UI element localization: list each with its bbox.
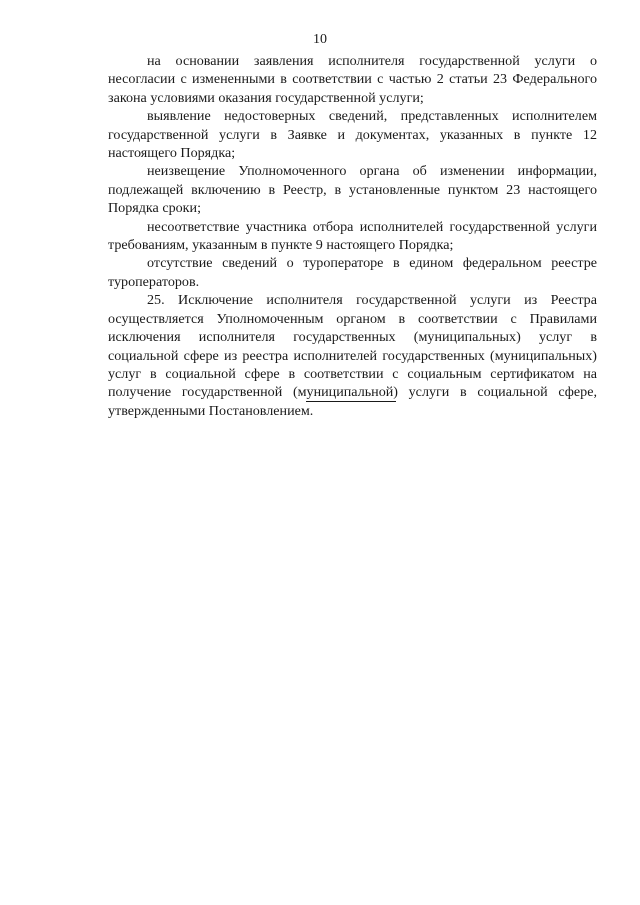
page-number: 10 [313, 32, 327, 47]
document-body [108, 52, 597, 420]
paragraph-non-notification: неизвещение Уполномоченного органа об изменении информации, подлежащей включению в Реестр, в установленные пунктом 23 настоящего Порядка сроки; [108, 163, 597, 217]
paragraph-non-compliance: несоответствие участника отбора исполнителей государственной услуги требованиям, указанным в пункте 9 настоящего Порядка; [108, 218, 597, 254]
end-of-text-divider [306, 401, 396, 402]
paragraph-tour-operator-registry: отсутствие сведений о туроператоре в едином федеральном реестре туроператоров. [108, 255, 597, 290]
paragraph-withdrawal-basis: на основании заявления исполнителя государственной услуги о несогласии с измененными в соответствии с частью 2 статьи 23 Федерального закона условиями оказания государственной услуги; [108, 53, 597, 106]
paragraph-25-exclusion: 25. Исключение исполнителя государственной услуги из Реестра осуществляется Уполномоченным органом в соответствии с Правилами исключения исполнителя государственных (муниципальных) услуг в социальной сфере из реестра исполнителей государственных (муниципальных) услуг в социальной сфере в соответствии с социальным сертификатом на получение государственной (муниципальной) услуги в социальной сфере, утвержденными Постановлением. [108, 292, 597, 419]
paragraph-false-information: выявление недостоверных сведений, представленных исполнителем государственной услуги в Заявке и документах, указанных в пункте 12 настоящего Порядка; [108, 108, 597, 162]
